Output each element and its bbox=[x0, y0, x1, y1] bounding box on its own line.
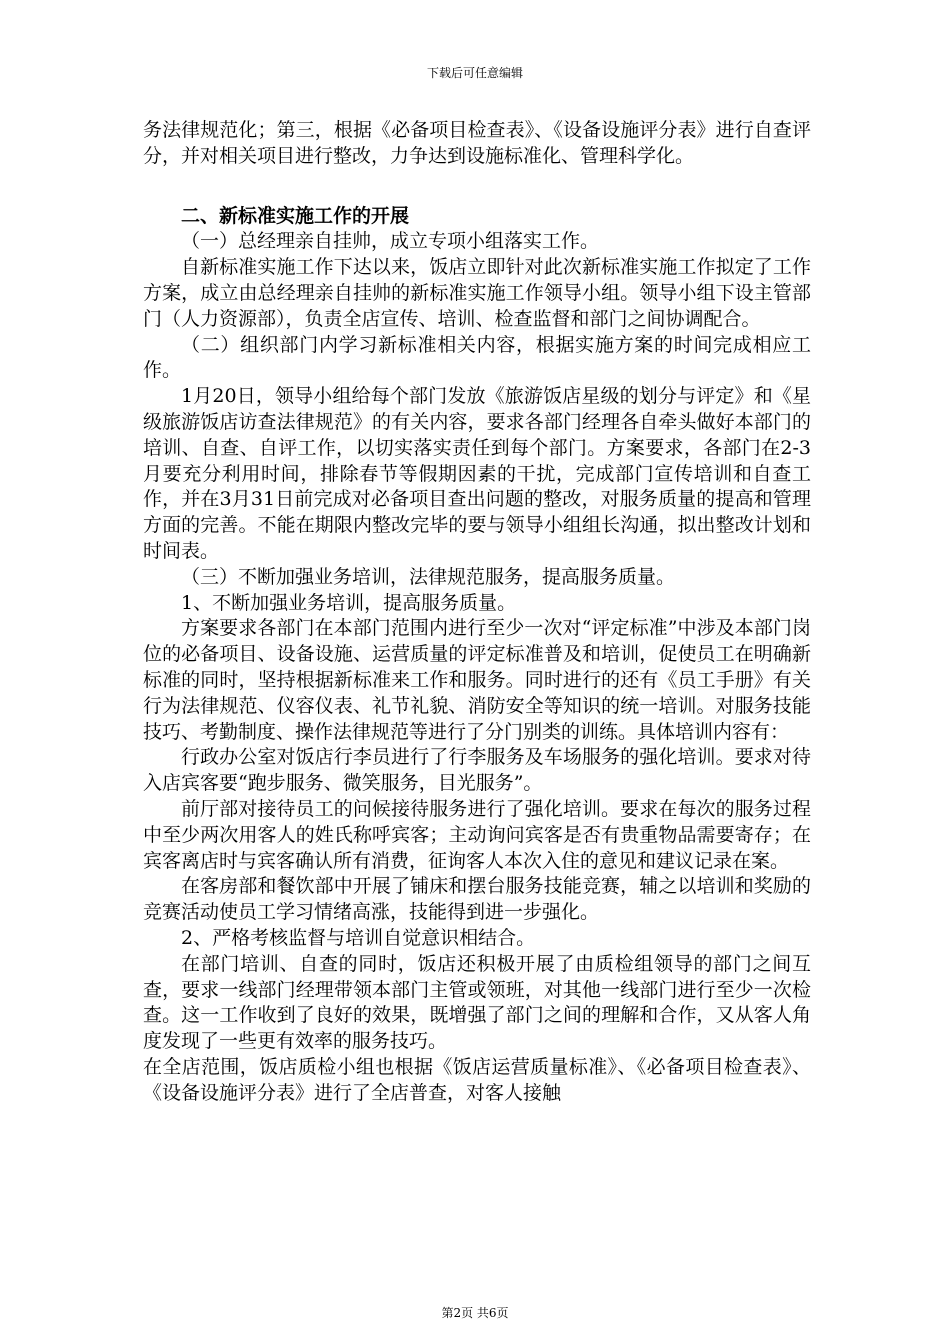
paragraph-spacer bbox=[143, 170, 811, 204]
paragraph: 前厅部对接待员工的问候接待服务进行了强化培训。要求在每次的服务过程中至少两次用客人的姓氏称呼宾客；主动询问宾客是否有贵重物品需要寄存；在宾客离店时与宾客确认所有消费，征询客人本次入住的意见和建议记录在案。 bbox=[143, 797, 811, 872]
paragraph-continuation: 务法律规范化；第三，根据《必备项目检查表》、《设备设施评分表》进行自查评分，并对相关项目进行整改，力争达到设施标准化、管理科学化。 bbox=[143, 119, 811, 167]
page-footer: 第2页 共6页 bbox=[441, 1306, 509, 1320]
subsection-heading: （一）总经理亲自挂帅，成立专项小组落实工作。 bbox=[181, 230, 600, 253]
paragraph: 行政办公室对饭店行李员进行了行李服务及车场服务的强化培训。要求对待入店宾客要“跑步服务、微笑服务，目光服务”。 bbox=[143, 746, 811, 795]
paragraph: 在部门培训、自查的同时，饭店还积极开展了由质检组领导的部门之间互查，要求一线部门经理带领本部门主管或领班，对其他一线部门进行至少一次检查。这一工作收到了良好的效果，既增强了部门之间的理解和合作，又从客人角度发现了一些更有效率的服务技巧。 bbox=[143, 952, 811, 1053]
paragraph: 在客房部和餐饮部中开展了铺床和摆台服务技能竞赛，辅之以培训和奖励的竞赛活动使员工学习情绪高涨，技能得到进一步强化。 bbox=[143, 875, 811, 924]
subsection-heading: （三）不断加强业务培训，法律规范服务，提高服务质量。 bbox=[181, 565, 676, 588]
list-heading: 2、严格考核监督与培训自觉意识相结合。 bbox=[181, 926, 536, 949]
paragraph: 在全店范围，饭店质检小组也根据《饭店运营质量标准》、《必备项目检查表》、《设备设施评分表》进行了全店普查，对客人接触 bbox=[143, 1055, 811, 1104]
paragraph: 方案要求各部门在本部门范围内进行至少一次对“评定标准”中涉及本部门岗位的必备项目、设备设施、运营质量的评定标准普及和培训，促使员工在明确新标准的同时，坚持根据新标准来工作和服务。同时进行的还有《员工手册》有关行为法律规范、仪容仪表、礼节礼貌、消防安全等知识的统一培训。对服务技能技巧、考勤制度、操作法律规范等进行了分门别类的训练。具体培训内容有： bbox=[143, 617, 811, 743]
list-heading: 1、不断加强业务培训，提高服务质量。 bbox=[181, 591, 517, 614]
paragraph: 自新标准实施工作下达以来，饭店立即针对此次新标准实施工作拟定了工作方案，成立由总经理亲自挂帅的新标准实施工作领导小组。领导小组下设主管部门（人力资源部），负责全店宣传、培训、检查监督和部门之间协调配合。 bbox=[143, 256, 811, 330]
page-header: 下载后可任意编辑 bbox=[426, 66, 523, 80]
subsection-heading: （二）组织部门内学习新标准相关内容，根据实施方案的时间完成相应工作。 bbox=[143, 333, 811, 382]
paragraph: 1月20日，领导小组给每个部门发放《旅游饭店星级的划分与评定》和《星级旅游饭店访查法律规范》的有关内容，要求各部门经理各自牵头做好本部门的培训、自查、自评工作，以切实落实责任到每个部门。方案要求，各部门在2-3月要充分利用时间，排除春节等假期因素的干扰，完成部门宣传培训和自查工作，并在3月31日前完成对必备项目查出问题的整改，对服务质量的提高和管理方面的完善。不能在期限内整改完毕的要与领导小组组长沟通，拟出整改计划和时间表。 bbox=[143, 385, 811, 562]
document-body bbox=[143, 118, 811, 1106]
section-heading: 二、新标准实施工作的开展 bbox=[181, 204, 410, 227]
